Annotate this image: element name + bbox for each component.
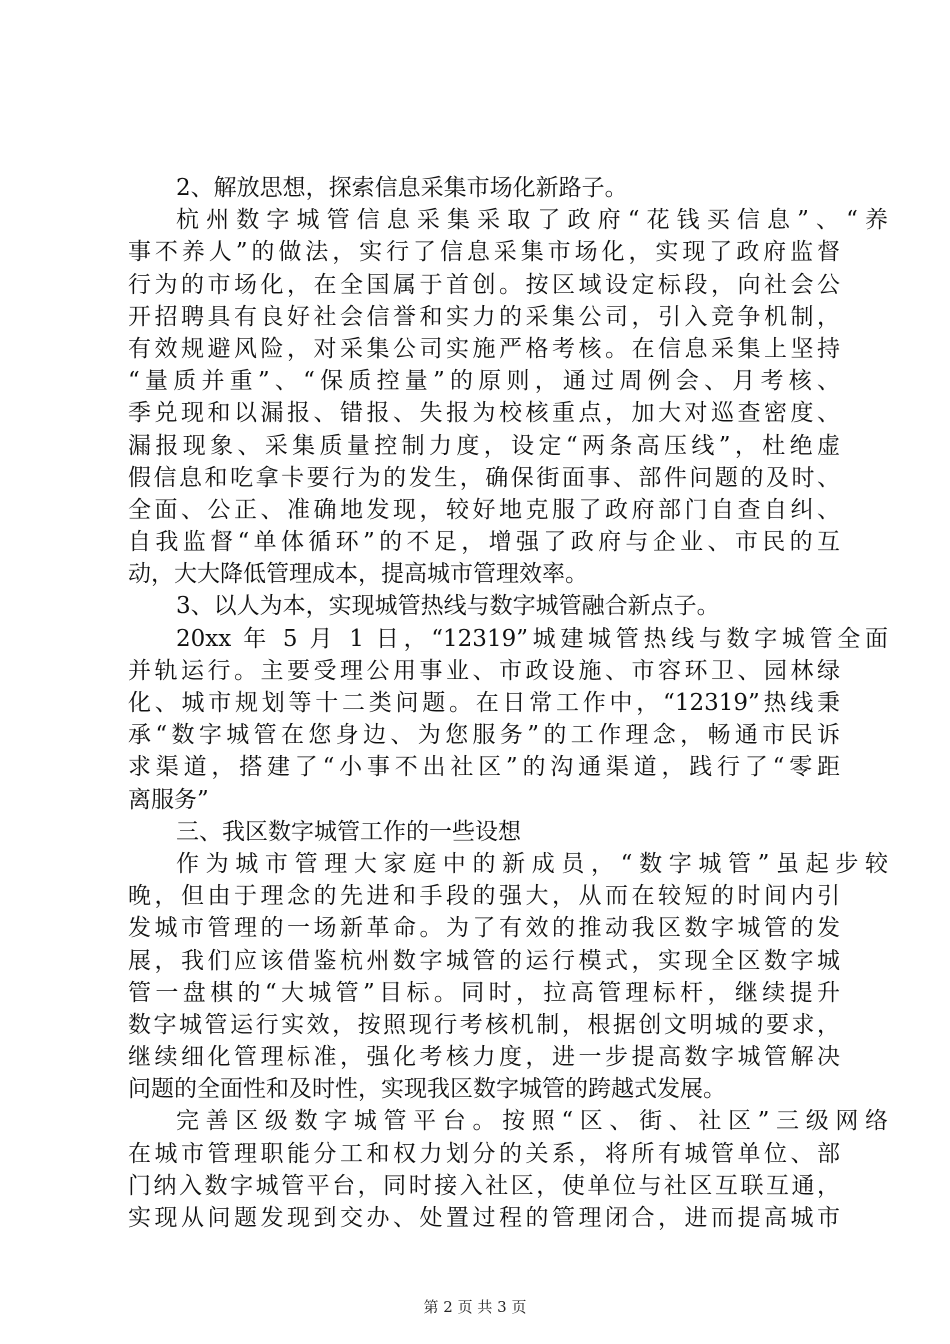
paragraph-line: 有效规避风险，对采集公司实施严格考核。在信息采集上坚持: [128, 335, 840, 362]
paragraph-line: 实现从问题发现到交办、处置过程的管理闭合，进而提高城市: [128, 1205, 840, 1231]
paragraph-line: 离服务”: [128, 786, 209, 813]
paragraph-line: 20xx 年 5 月 1 日，“12319”城建城管热线与数字城管全面: [176, 625, 888, 652]
document-body: [128, 172, 888, 1234]
heading-3-people-oriented: 3、以人为本，实现城管热线与数字城管融合新点子。: [176, 593, 720, 620]
page-number-footer: 第 2 页 共 3 页: [423, 1298, 527, 1316]
paragraph-line: 门纳入数字城管平台，同时接入社区，使单位与社区互联互通，: [128, 1172, 840, 1199]
paragraph-line: 动，大大降低管理成本，提高城市管理效率。: [128, 561, 588, 588]
paragraph-line: 假信息和吃拿卡要行为的发生，确保街面事、部件问题的及时、: [128, 464, 840, 491]
paragraph-line: 数字城管运行实效，按照现行考核机制，根据创文明城的要求，: [128, 1011, 840, 1038]
paragraph-line: 并轨运行。主要受理公用事业、市政设施、市容环卫、园林绿: [128, 657, 840, 684]
paragraph-line: “量质并重”、“保质控量”的原则，通过周例会、月考核、: [128, 368, 840, 395]
paragraph-line: 杭州数字城管信息采集采取了政府“花钱买信息”、“养: [176, 207, 888, 234]
paragraph-line: 事不养人”的做法，实行了信息采集市场化，实现了政府监督: [128, 239, 840, 266]
paragraph-line: 管一盘棋的“大城管”目标。同时，拉高管理标杆，继续提升: [128, 979, 840, 1006]
paragraph-line: 漏报现象、采集质量控制力度，设定“两条高压线”，杜绝虚: [128, 432, 840, 459]
paragraph-line: 求渠道，搭建了“小事不出社区”的沟通渠道，践行了“零距: [128, 754, 840, 781]
paragraph-line: 发城市管理的一场新革命。为了有效的推动我区数字城管的发: [128, 915, 840, 942]
paragraph-line: 晚，但由于理念的先进和手段的强大，从而在较短的时间内引: [128, 883, 840, 910]
paragraph-line: 自我监督“单体循环”的不足，增强了政府与企业、市民的互: [128, 529, 840, 556]
paragraph-line: 继续细化管理标准，强化考核力度，进一步提高数字城管解决: [128, 1044, 840, 1071]
paragraph-line: 展，我们应该借鉴杭州数字城管的运行模式，实现全区数字城: [128, 947, 840, 974]
paragraph-line: 问题的全面性和及时性，实现我区数字城管的跨越式发展。: [128, 1076, 726, 1103]
paragraph-line: 行为的市场化，在全国属于首创。按区域设定标段，向社会公: [128, 271, 840, 298]
section-heading-three: 三、我区数字城管工作的一些设想: [176, 818, 521, 845]
paragraph-line: 作为城市管理大家庭中的新成员，“数字城管”虽起步较: [176, 850, 888, 877]
paragraph-line: 季兑现和以漏报、错报、失报为校核重点，加大对巡查密度、: [128, 400, 840, 427]
paragraph-line: 化、城市规划等十二类问题。在日常工作中，“12319”热线秉: [128, 690, 840, 716]
paragraph-line: 完善区级数字城管平台。按照“区、街、社区”三级网络: [176, 1108, 888, 1135]
paragraph-line: 在城市管理职能分工和权力划分的关系，将所有城管单位、部: [128, 1140, 840, 1167]
heading-2-liberate-thinking: 2、解放思想，探索信息采集市场化新路子。: [176, 175, 628, 201]
paragraph-line: 承“数字城管在您身边、为您服务”的工作理念，畅通市民诉: [128, 722, 840, 749]
paragraph-line: 全面、公正、准确地发现，较好地克服了政府部门自查自纠、: [128, 496, 840, 523]
paragraph-line: 开招聘具有良好社会信誉和实力的采集公司，引入竞争机制，: [128, 303, 840, 330]
